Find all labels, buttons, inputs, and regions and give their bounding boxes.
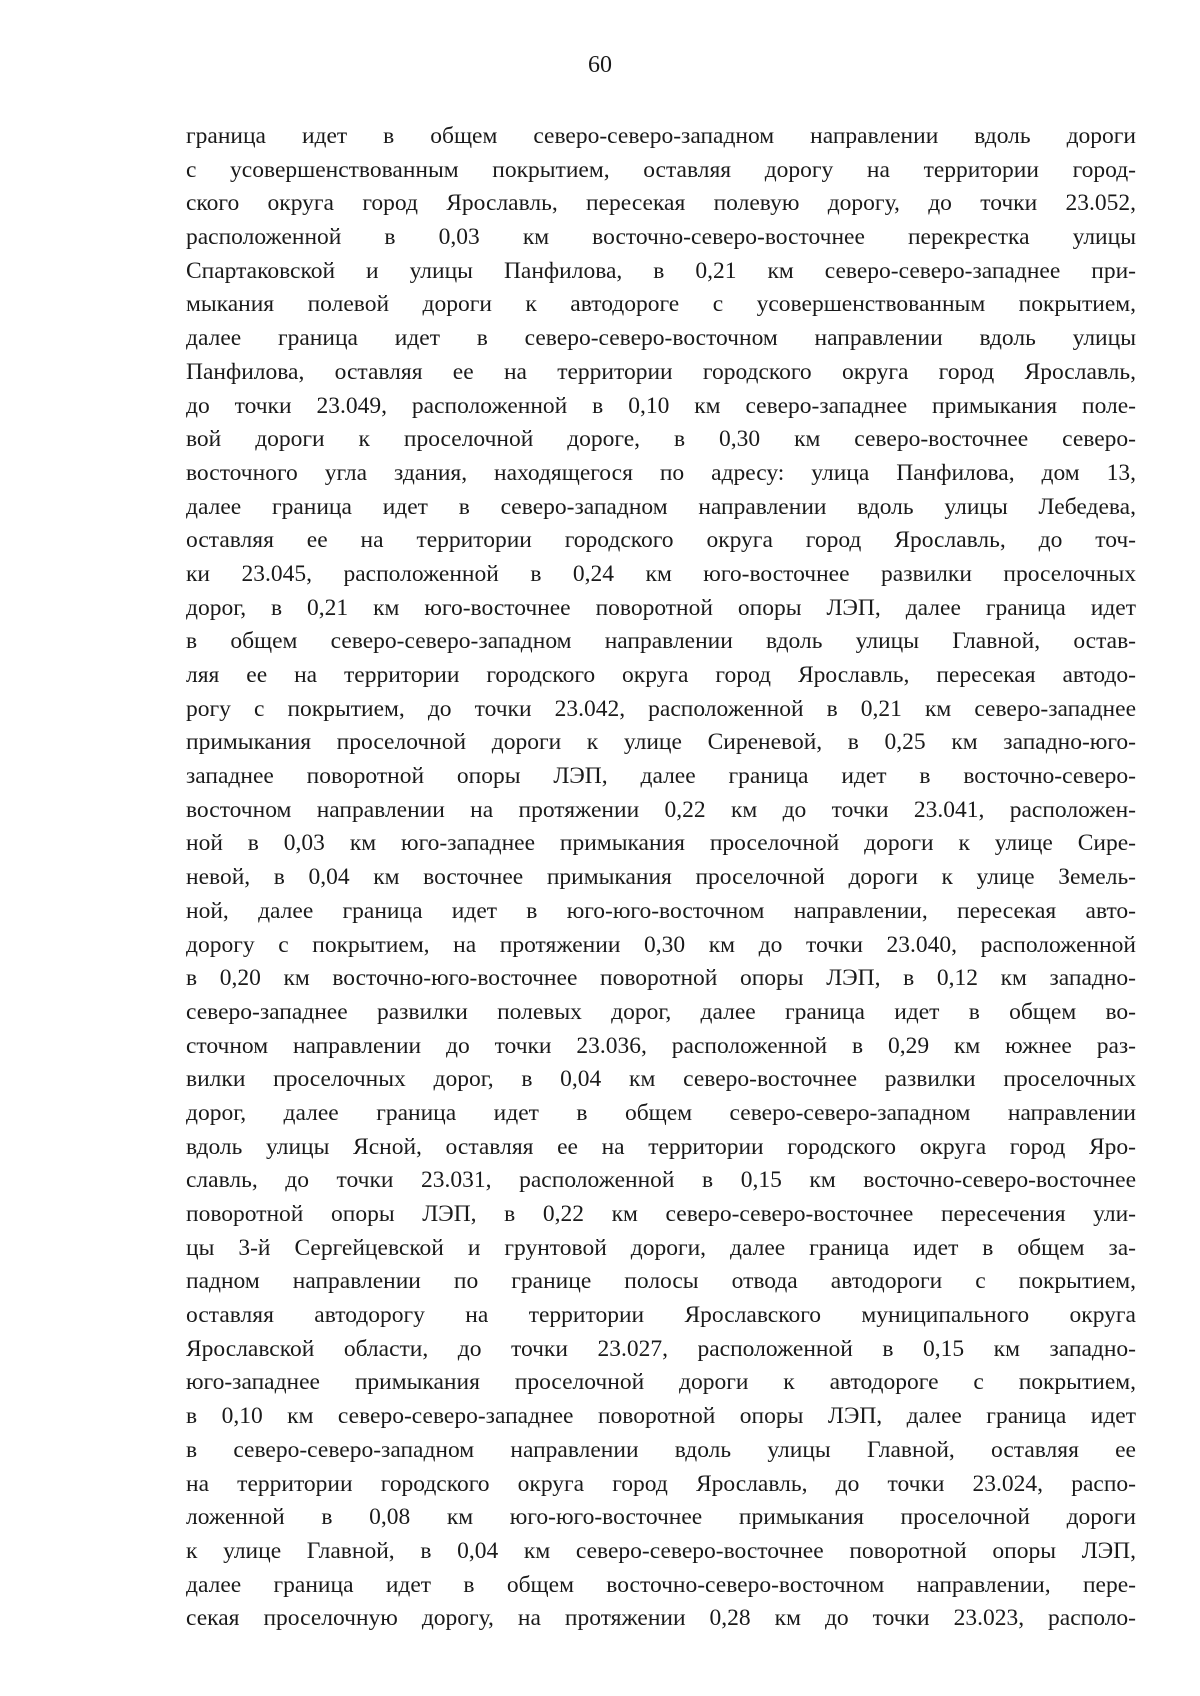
text-line: восточном направлении на протяжении 0,22 км до точки 23.041, расположен- — [186, 796, 1136, 823]
text-line: далее граница идет в общем восточно-северо-восточном направлении, пере- — [186, 1571, 1136, 1598]
text-line: поворотной опоры ЛЭП, в 0,22 км северо-северо-восточнее пересечения ули- — [186, 1201, 1136, 1227]
text-line: вилки проселочных дорог, в 0,04 км северо-восточнее развилки проселочных — [186, 1066, 1136, 1093]
text-line: в 0,20 км восточно-юго-восточнее поворотной опоры ЛЭП, в 0,12 км западно- — [186, 965, 1136, 992]
text-line: вой дороги к проселочной дороге, в 0,30 км северо-восточнее северо- — [186, 426, 1136, 453]
text-line: к улице Главной, в 0,04 км северо-северо-восточнее поворотной опоры ЛЭП, — [186, 1537, 1136, 1564]
text-line: секая проселочную дорогу, на протяжении 0,28 км до точки 23.023, располо- — [186, 1605, 1136, 1632]
text-line: мыкания полевой дороги к автодороге с усовершенствованным покрытием, — [186, 291, 1136, 318]
text-line: ложенной в 0,08 км юго-юго-восточнее примыкания проселочной дороги — [186, 1504, 1136, 1531]
text-line: сточном направлении до точки 23.036, расположенной в 0,29 км южнее раз- — [186, 1032, 1136, 1059]
page-number: 60 — [588, 52, 612, 78]
text-line: северо-западнее развилки полевых дорог, далее граница идет в общем во- — [186, 998, 1136, 1025]
text-line: падном направлении по границе полосы отвода автодороги с покрытием, — [186, 1268, 1136, 1295]
text-line: славль, до точки 23.031, расположенной в 0,15 км восточно-северо-восточнее — [186, 1167, 1136, 1194]
text-line: западнее поворотной опоры ЛЭП, далее граница идет в восточно-северо- — [186, 763, 1136, 790]
text-line: расположенной в 0,03 км восточно-северо-восточнее перекрестка улицы — [186, 224, 1136, 251]
text-line: ляя ее на территории городского округа город Ярославль, пересекая автодо- — [186, 662, 1136, 688]
text-line: в северо-северо-западном направлении вдоль улицы Главной, оставляя ее — [186, 1436, 1136, 1463]
text-line: далее граница идет в северо-западном направлении вдоль улицы Лебедева, — [186, 493, 1136, 520]
text-line: рогу с покрытием, до точки 23.042, расположенной в 0,21 км северо-западнее — [186, 695, 1136, 722]
text-line: в общем северо-северо-западном направлении вдоль улицы Главной, остав- — [186, 628, 1136, 655]
text-line: примыкания проселочной дороги к улице Сиреневой, в 0,25 км западно-юго- — [186, 729, 1136, 756]
text-line: Спартаковской и улицы Панфилова, в 0,21 км северо-северо-западнее при- — [186, 257, 1136, 284]
text-line: дорогу с покрытием, на протяжении 0,30 км до точки 23.040, расположенной — [186, 931, 1136, 958]
text-line: дорог, в 0,21 км юго-восточнее поворотной опоры ЛЭП, далее граница идет — [186, 594, 1136, 621]
body-text — [186, 120, 1136, 1636]
text-line: вдоль улицы Ясной, оставляя ее на территории городского округа город Яро- — [186, 1133, 1136, 1160]
text-line: граница идет в общем северо-северо-западном направлении вдоль дороги — [186, 123, 1136, 149]
text-line: с усовершенствованным покрытием, оставляя дорогу на территории город- — [186, 156, 1136, 183]
text-line: юго-западнее примыкания проселочной дороги к автодороге с покрытием, — [186, 1369, 1136, 1396]
text-line: Ярославской области, до точки 23.027, расположенной в 0,15 км западно- — [186, 1335, 1136, 1362]
text-line: оставляя автодорогу на территории Ярославского муниципального округа — [186, 1302, 1136, 1329]
text-line: на территории городского округа город Ярославль, до точки 23.024, распо- — [186, 1470, 1136, 1497]
text-line: далее граница идет в северо-северо-восточном направлении вдоль улицы — [186, 325, 1136, 352]
text-line: ского округа город Ярославль, пересекая полевую дорогу, до точки 23.052, — [186, 190, 1136, 217]
text-line: ной в 0,03 км юго-западнее примыкания проселочной дороги к улице Сире- — [186, 830, 1136, 857]
text-line: Панфилова, оставляя ее на территории городского округа город Ярославль, — [186, 358, 1136, 385]
text-line: дорог, далее граница идет в общем северо-северо-западном направлении — [186, 1099, 1136, 1126]
text-line: ки 23.045, расположенной в 0,24 км юго-восточнее развилки проселочных — [186, 560, 1136, 587]
text-line: в 0,10 км северо-северо-западнее поворотной опоры ЛЭП, далее граница идет — [186, 1403, 1136, 1430]
text-line: оставляя ее на территории городского округа город Ярославль, до точ- — [186, 527, 1136, 554]
text-line: восточного угла здания, находящегося по адресу: улица Панфилова, дом 13, — [186, 459, 1136, 486]
text-line: ной, далее граница идет в юго-юго-восточном направлении, пересекая авто- — [186, 897, 1136, 924]
text-line: невой, в 0,04 км восточнее примыкания проселочной дороги к улице Земель- — [186, 864, 1136, 891]
text-line: цы 3-й Сергейцевской и грунтовой дороги, далее граница идет в общем за- — [186, 1234, 1136, 1261]
text-line: до точки 23.049, расположенной в 0,10 км северо-западнее примыкания поле- — [186, 392, 1136, 419]
